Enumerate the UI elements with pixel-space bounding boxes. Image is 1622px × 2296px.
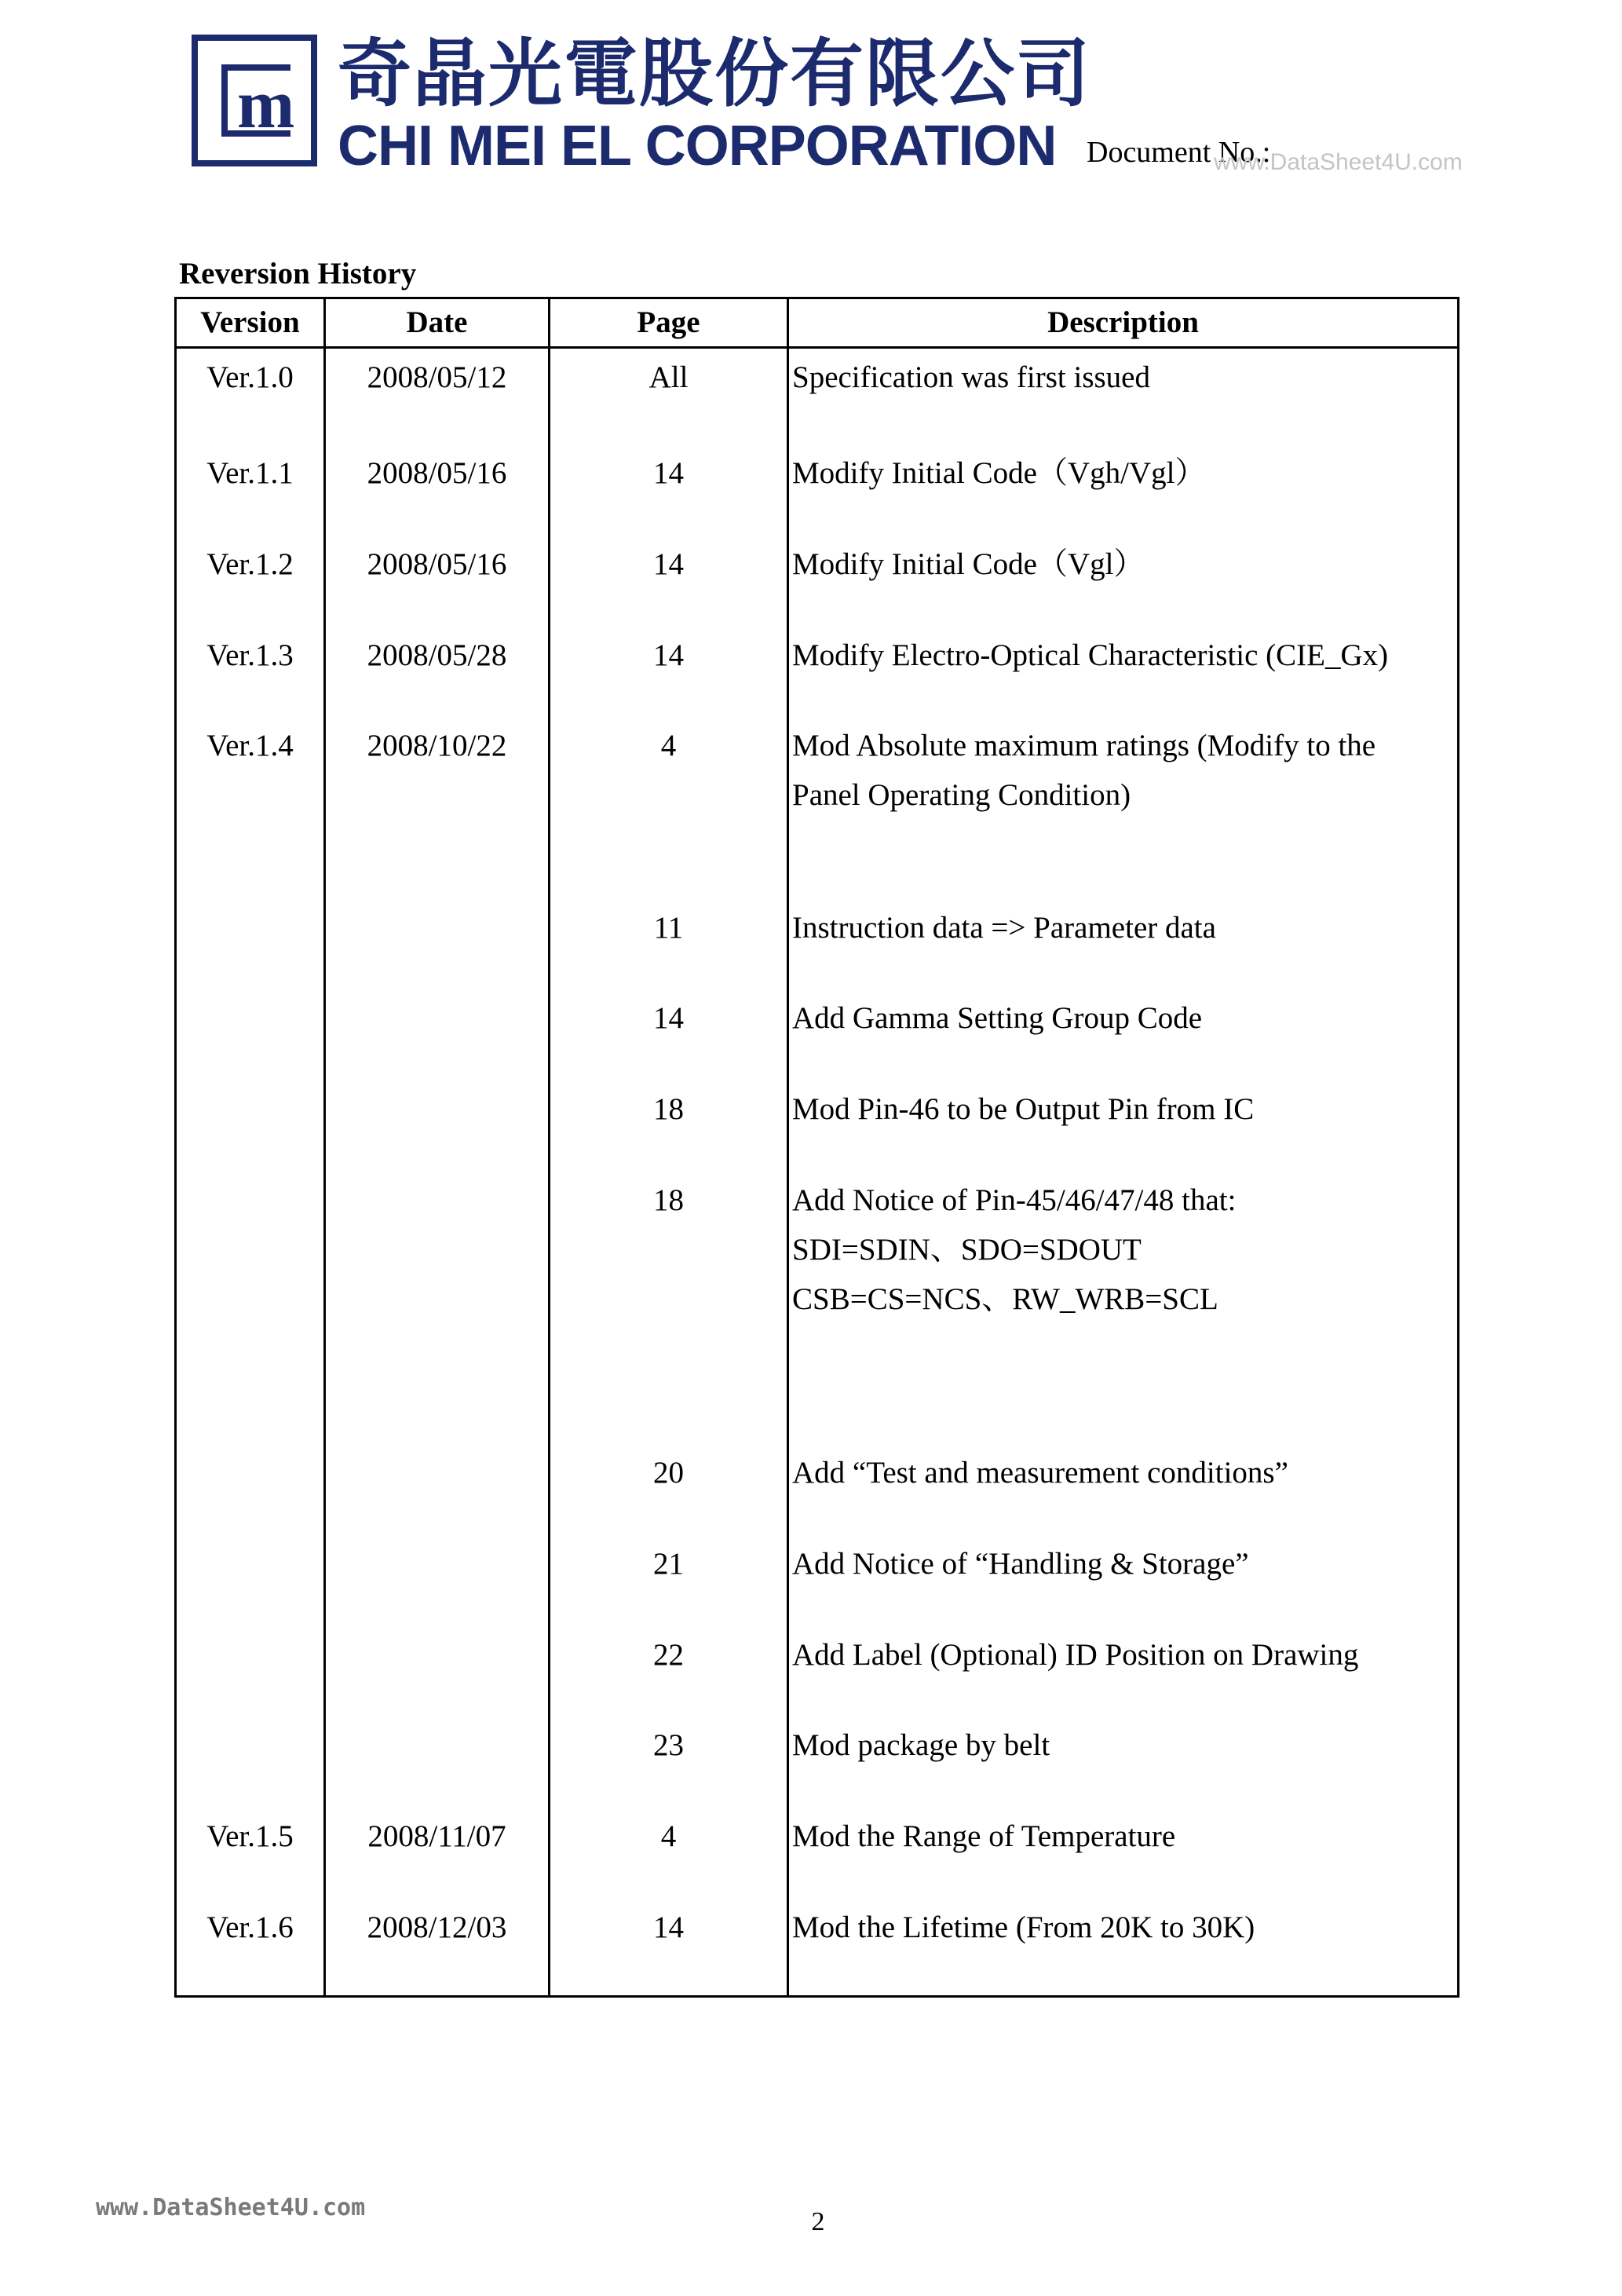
cell-description — [788, 1085, 1459, 1176]
cell-version — [176, 904, 325, 995]
cell-description — [788, 1449, 1459, 1540]
cell-version: Ver.1.3 — [176, 631, 325, 722]
empty-cell — [176, 1994, 325, 1997]
description-line: Modify Initial Code（Vgh/Vgl） — [792, 456, 1206, 491]
cell-date — [325, 994, 550, 1085]
cell-date: 2008/11/07 — [325, 1812, 550, 1903]
cell-description — [788, 1540, 1459, 1631]
description-line: Mod the Lifetime (From 20K to 30K) — [792, 1910, 1255, 1944]
cell-page: 4 — [550, 722, 788, 903]
cell-date — [325, 1631, 550, 1722]
cell-version: Ver.1.2 — [176, 540, 325, 631]
cell-date — [325, 1176, 550, 1449]
cell-page: 23 — [550, 1721, 788, 1812]
cell-description — [788, 722, 1459, 903]
table-filler-row — [176, 1994, 1459, 1997]
cell-version — [176, 1721, 325, 1812]
watermark-top: www.DataSheet4U.com — [1214, 149, 1463, 175]
cell-page: 14 — [550, 1903, 788, 1994]
table-row — [176, 904, 1459, 995]
cell-page: All — [550, 348, 788, 450]
document-number-label: Document No.: — [1087, 136, 1271, 169]
table-row — [176, 449, 1459, 540]
description-line: Add Notice of “Handling & Storage” — [792, 1546, 1249, 1581]
cell-description — [788, 540, 1459, 631]
cell-page: 14 — [550, 449, 788, 540]
cell-version: Ver.1.6 — [176, 1903, 325, 1994]
cell-page: 21 — [550, 1540, 788, 1631]
cell-version — [176, 994, 325, 1085]
table-body — [176, 348, 1459, 1997]
company-name-chinese: 奇晶光電股份有限公司 — [338, 31, 1092, 117]
description-line: SDI=SDIN、SDO=SDOUT — [792, 1232, 1142, 1267]
cell-version — [176, 1176, 325, 1449]
description-line: Specification was first issued — [792, 360, 1150, 394]
company-logo — [192, 35, 317, 166]
logo-frame — [221, 64, 292, 143]
cell-date: 2008/05/28 — [325, 631, 550, 722]
cell-date: 2008/12/03 — [325, 1903, 550, 1994]
table-row — [176, 540, 1459, 631]
table-row — [176, 994, 1459, 1085]
empty-cell — [788, 1994, 1459, 1997]
table-row — [176, 348, 1459, 450]
cell-description — [788, 631, 1459, 722]
cell-date — [325, 1721, 550, 1812]
description-line: Add Label (Optional) ID Position on Drawing — [792, 1637, 1359, 1672]
cell-date: 2008/05/16 — [325, 449, 550, 540]
cell-date: 2008/05/12 — [325, 348, 550, 450]
description-line: Mod Absolute maximum ratings (Modify to the — [792, 729, 1376, 763]
cell-description — [788, 348, 1459, 450]
cell-version — [176, 1085, 325, 1176]
column-header-version: Version — [176, 298, 325, 348]
cell-version — [176, 1449, 325, 1540]
cell-page: 14 — [550, 994, 788, 1085]
cell-date: 2008/10/22 — [325, 722, 550, 903]
cell-version: Ver.1.1 — [176, 449, 325, 540]
cell-page: 18 — [550, 1085, 788, 1176]
cell-page: 22 — [550, 1631, 788, 1722]
page-number: 2 — [811, 2207, 825, 2236]
cell-page: 11 — [550, 904, 788, 995]
description-line: Modify Initial Code（Vgl） — [792, 547, 1145, 581]
cell-date: 2008/05/16 — [325, 540, 550, 631]
empty-cell — [325, 1994, 550, 1997]
description-line: Add Notice of Pin-45/46/47/48 that: — [792, 1183, 1237, 1217]
description-line: Modify Electro-Optical Characteristic (CIE_Gx) — [792, 638, 1389, 672]
cell-version — [176, 1540, 325, 1631]
table-row — [176, 1085, 1459, 1176]
table-row — [176, 1631, 1459, 1722]
cell-page: 18 — [550, 1176, 788, 1449]
description-line: Mod the Range of Temperature — [792, 1819, 1176, 1854]
description-line: Mod package by belt — [792, 1728, 1050, 1763]
table-row — [176, 1903, 1459, 1994]
column-header-page: Page — [550, 298, 788, 348]
company-name-english: CHI MEI EL CORPORATION — [338, 115, 1057, 177]
watermark-bottom: www.DataSheet4U.com — [96, 2194, 366, 2221]
description-line: Add “Test and measurement conditions” — [792, 1456, 1288, 1490]
revision-history-table — [174, 297, 1459, 1998]
cell-version: Ver.1.0 — [176, 348, 325, 450]
cell-description — [788, 1176, 1459, 1449]
cell-version: Ver.1.5 — [176, 1812, 325, 1903]
cell-description — [788, 1812, 1459, 1903]
table-row — [176, 722, 1459, 903]
section-title: Reversion History — [179, 257, 417, 291]
description-line: CSB=CS=NCS、RW_WRB=SCL — [792, 1281, 1218, 1316]
cell-page: 20 — [550, 1449, 788, 1540]
table-row — [176, 631, 1459, 722]
cell-description — [788, 1903, 1459, 1994]
table-header-row — [176, 298, 1459, 348]
cell-description — [788, 994, 1459, 1085]
cell-version — [176, 1631, 325, 1722]
cell-description — [788, 449, 1459, 540]
cell-description — [788, 1721, 1459, 1812]
description-line: Instruction data => Parameter data — [792, 910, 1216, 945]
empty-cell — [550, 1994, 788, 1997]
cell-date — [325, 904, 550, 995]
cell-description — [788, 904, 1459, 995]
description-line: Panel Operating Condition) — [792, 778, 1131, 813]
table-row — [176, 1721, 1459, 1812]
table-row — [176, 1449, 1459, 1540]
column-header-date: Date — [325, 298, 550, 348]
description-line: Add Gamma Setting Group Code — [792, 1001, 1203, 1036]
column-header-description: Description — [788, 298, 1459, 348]
table-row — [176, 1812, 1459, 1903]
table-row — [176, 1540, 1459, 1631]
cell-page: 4 — [550, 1812, 788, 1903]
cell-date — [325, 1085, 550, 1176]
table-row — [176, 1176, 1459, 1449]
cell-page: 14 — [550, 540, 788, 631]
cell-date — [325, 1449, 550, 1540]
description-line: Mod Pin-46 to be Output Pin from IC — [792, 1092, 1255, 1127]
cell-date — [325, 1540, 550, 1631]
cell-page: 14 — [550, 631, 788, 722]
logo-letter: m — [237, 67, 292, 143]
cell-version: Ver.1.4 — [176, 722, 325, 903]
cell-description — [788, 1631, 1459, 1722]
